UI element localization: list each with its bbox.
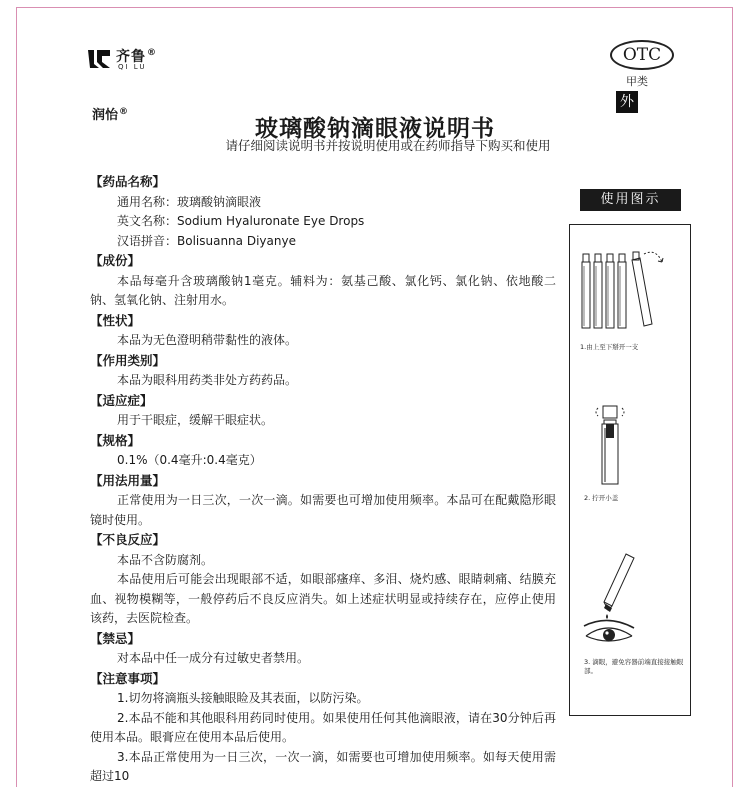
qilu-logo xyxy=(86,40,156,76)
eye-drop-illustration xyxy=(582,552,682,652)
section-heading-name: 【药品名称】 xyxy=(90,174,166,189)
section-heading-precautions: 【注意事项】 xyxy=(90,670,166,686)
product-brand: 润怡® xyxy=(92,106,129,123)
section-heading-contraindications: 【禁忌】 xyxy=(90,630,141,646)
precaution-2: 2.本品不能和其他眼科用药同时使用。如果使用任何其他滴眼液，请在30分钟后再使用本品。眼膏应在使用本品后使用。 xyxy=(90,710,556,744)
section-heading-adverse: 【不良反应】 xyxy=(90,532,166,547)
usage-diagram-title: 使用图示 xyxy=(580,189,681,211)
section-heading-specification: 【规格】 xyxy=(90,432,141,448)
page-subtitle: 请仔细阅读说明书并按说明使用或在药师指导下购买和使用 xyxy=(225,138,551,153)
composition-text: 本品每毫升含玻璃酸钠1毫克。辅料为：氨基己酸、氯化钙、氯化钠、依地酸二钠、氢氧化钠、注射用水。 xyxy=(90,273,556,307)
usage-text: 正常使用为一日三次，一次一滴。如需要也可增加使用频率。本品可在配戴隐形眼镜时使用。 xyxy=(90,493,556,527)
section-heading-category: 【作用类别】 xyxy=(90,352,166,368)
precaution-3: 3.本品正常使用为一日三次，一次一滴，如需要也可增加使用频率。如每天使用需超过10 xyxy=(90,749,556,783)
adverse-text-2: 本品使用后可能会出现眼部不适，如眼部瘙痒、多泪、烧灼感、眼睛刺痛、结膜充血、视物模糊等，一般停药后不良反应消失。如上述症状明显或持续存在，应停止使用该药，去医院检查。 xyxy=(90,572,556,625)
step-1-caption: 1.由上至下掰开一支 xyxy=(580,343,639,351)
generic-name: 通用名称：玻璃酸钠滴眼液 xyxy=(117,194,262,209)
section-heading-composition: 【成份】 xyxy=(90,253,141,268)
otc-badge: OTC xyxy=(610,40,674,70)
section-heading-usage: 【用法用量】 xyxy=(90,472,166,488)
category-text: 本品为眼科用药类非处方药药品。 xyxy=(117,373,298,387)
indications-text: 用于干眼症，缓解干眼症状。 xyxy=(117,413,274,427)
external-use-badge: 外 xyxy=(616,91,638,113)
vial-strip-illustration xyxy=(578,248,678,338)
step-3-caption: 3. 滴眼，避免容器前端直接接触眼部。 xyxy=(584,658,684,675)
precaution-1: 1.切勿将滴瓶头接触眼睑及其表面，以防污染。 xyxy=(117,691,369,705)
instructions-body xyxy=(90,172,556,787)
brand-sub: QI LU xyxy=(118,63,147,71)
english-name: 英文名称：Sodium Hyaluronate Eye Drops xyxy=(117,214,365,228)
pinyin-name: 汉语拼音：Bolisuanna Diyanye xyxy=(117,233,296,248)
adverse-text-1: 本品不含防腐剂。 xyxy=(117,552,214,567)
page-title: 玻璃酸钠滴眼液说明书 xyxy=(255,116,495,142)
qilu-logo-icon xyxy=(86,46,112,72)
contraindications-text: 对本品中任一成分有过敏史者禁用。 xyxy=(117,651,310,665)
otc-class: 甲类 xyxy=(626,75,648,88)
step-2-caption: 2. 拧开小盖 xyxy=(584,494,619,502)
single-vial-illustration xyxy=(592,398,628,490)
properties-text: 本品为无色澄明稍带黏性的液体。 xyxy=(117,333,298,347)
specification-text: 0.1%（0.4毫升:0.4毫克） xyxy=(117,453,262,467)
brand-name: 齐鲁® xyxy=(116,48,157,65)
section-heading-indications: 【适应症】 xyxy=(90,392,153,408)
section-heading-properties: 【性状】 xyxy=(90,312,141,328)
